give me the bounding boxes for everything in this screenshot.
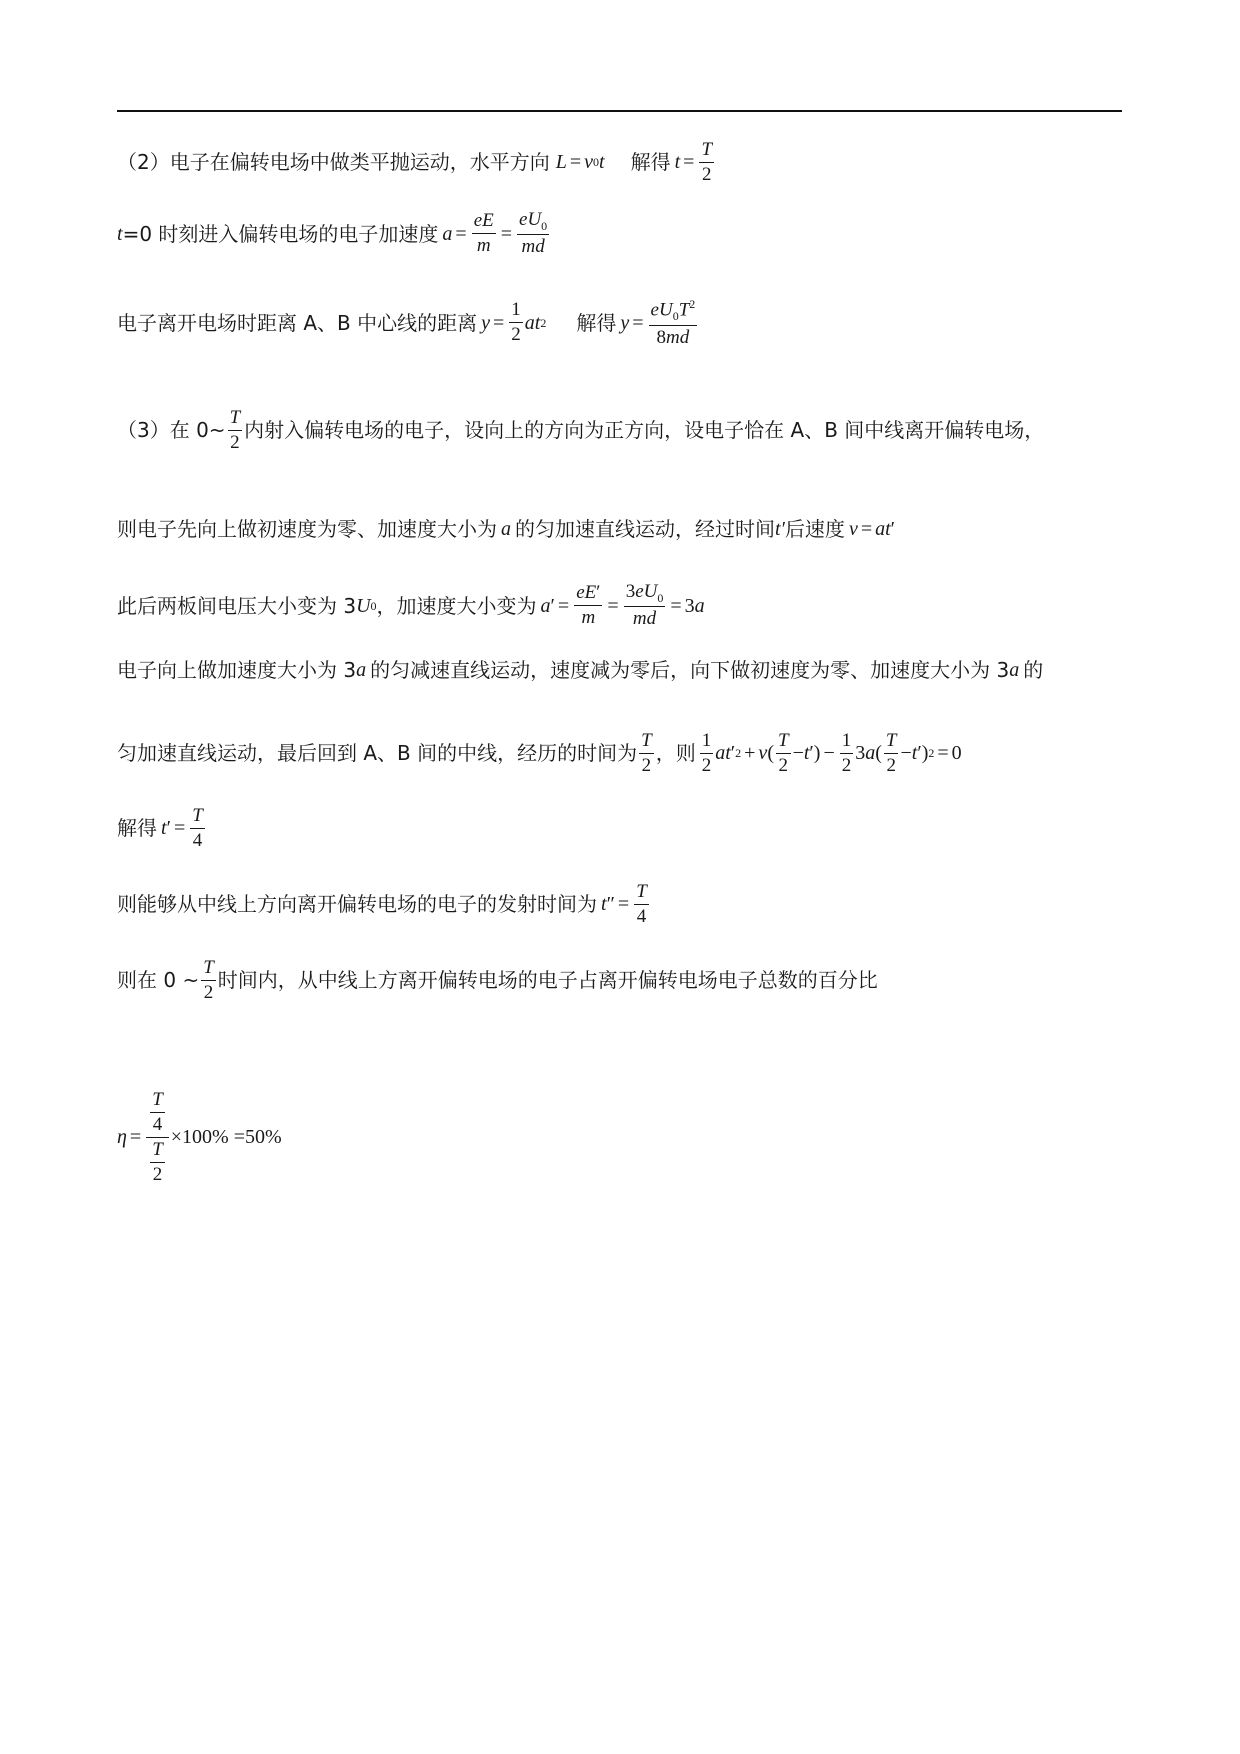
solution-line-percentage-intro — [117, 958, 878, 1003]
text: 解得 — [630, 150, 671, 175]
solution-line-result-t-prime — [117, 806, 207, 851]
text: 的匀减速直线运动，速度减为零后，向下做初速度为零、加速度大小为 3 — [370, 658, 1010, 682]
solution-line-return-equation — [117, 731, 962, 776]
solution-line-3-intro — [117, 408, 1044, 453]
symbol-a: a — [501, 518, 511, 540]
text: 的匀加速直线运动，经过时间 — [515, 517, 775, 541]
text: t — [117, 222, 123, 245]
text: 匀加速直线运动，最后回到 A、B 间的中线，经历的时间为 — [117, 741, 638, 766]
text: ，加速度大小变为 — [376, 593, 537, 618]
header-rule — [117, 110, 1122, 112]
text: 则能够从中线上方向离开偏转电场的电子的发射时间为 — [117, 892, 597, 917]
formula-t-double-prime: t ″ = $\frac{T}{4}$ — [601, 881, 647, 927]
formula-half-period: $\frac{T}{2}$ — [641, 730, 652, 776]
text: 时间内，从中线上方离开偏转电场的电子占离开偏转电场电子总数的百分比 — [217, 968, 878, 993]
symbol-t-prime: t′ — [775, 518, 785, 540]
formula-half-period: $\frac{T}{2}$ — [203, 957, 214, 1003]
text: 解得 — [576, 310, 617, 335]
formula-t-prime: t ′ = $\frac{T}{4}$ — [161, 805, 203, 851]
text: 电子离开电场时距离 A、B 中心线的距离 — [117, 310, 478, 335]
text: 此后两板间电压大小变为 3 — [117, 593, 357, 618]
formula-half-period: $\frac{T}{2}$ — [229, 407, 241, 453]
formula-return-equation: $\frac{1}{2}$ at ′ 2 + v ( $\frac{T}{2}$ − t ′) − $\frac{1}{2}$ 3 a ( $\frac{T}{2}$ − t ′) 2 = 0 — [701, 730, 962, 776]
text: 解得 — [117, 816, 157, 841]
text: 的 — [1023, 658, 1044, 682]
formula-horizontal-motion: L = v 0 t — [555, 151, 605, 174]
formula-displacement-result: y = $\frac{eU_0T^2}{8md}$ — [620, 297, 696, 348]
text: 电子向上做加速度大小为 3 — [117, 658, 357, 682]
formula-new-acceleration: a ′ = $\frac{eE'}{m}$ = $\frac{3eU_0}{md}$ = 3 a — [540, 581, 705, 630]
solution-line-accelerate-up — [117, 519, 895, 539]
text: ×100% =50% — [170, 1126, 282, 1149]
solution-line-percentage-result — [117, 1090, 282, 1185]
text: =0 时刻进入偏转电场的电子加速度 — [122, 221, 439, 246]
formula-acceleration: a = $\frac{eE}{m}$ = $\frac{eU_0}{md}$ — [442, 209, 548, 258]
solution-line-acceleration — [117, 210, 551, 257]
solution-line-new-acceleration: 此后两板间电压大小变为 3 U 0 ，加速度大小变为 a ′ = $\frac{eE'}{m}$ = $\frac{3eU_0}{md}$ = 3 a — [117, 581, 705, 630]
formula-velocity: v = at ′ — [848, 518, 896, 540]
solution-line-decelerate: 电子向上做加速度大小为 3 a 的匀减速直线运动，速度减为零后，向下做初速度为零、加速度大小为 3 a 的 — [117, 658, 1044, 682]
solution-line-2-horizontal — [117, 140, 716, 185]
text: 则电子先向上做初速度为零、加速度大小为 — [117, 517, 497, 541]
formula-eta: η = $\frac{\frac{T}{4}}{\frac{T}{2}}$ ×100% =50% — [117, 1089, 282, 1185]
text: ，则 — [655, 741, 696, 766]
text: 内射入偏转电场的电子，设向上的方向为正方向，设电子恰在 A、B 间中线离开偏转电场， — [244, 418, 1045, 443]
solution-line-emission-time — [117, 882, 651, 927]
text: 则在 0 ~ — [117, 968, 200, 993]
text: 后速度 — [784, 517, 845, 541]
solution-line-displacement — [117, 298, 699, 348]
text: （2）电子在偏转电场中做类平抛运动，水平方向 — [117, 150, 550, 175]
formula-time: t = $\frac{T}{2}$ — [674, 139, 713, 185]
text: （3）在 0~ — [117, 418, 226, 443]
formula-displacement: y = $\frac{1}{2}$ at 2 — [481, 299, 547, 346]
